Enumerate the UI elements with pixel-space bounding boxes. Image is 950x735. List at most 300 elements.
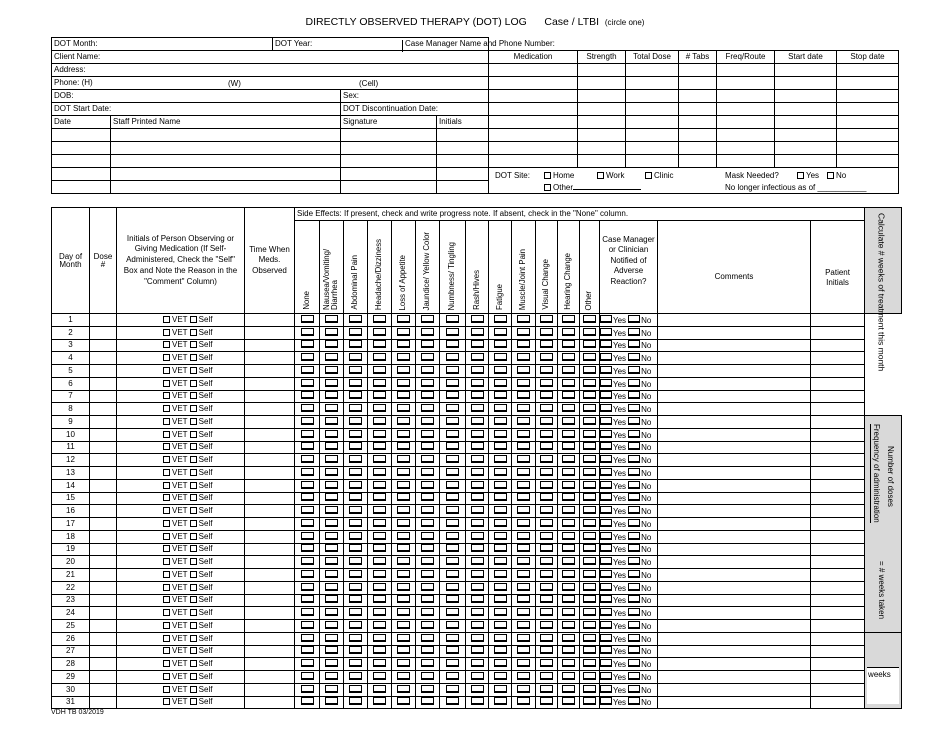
notified-no-checkbox[interactable] (628, 621, 640, 629)
self-checkbox[interactable] (190, 329, 197, 336)
effect-checkbox[interactable] (325, 557, 338, 565)
self-checkbox[interactable] (190, 622, 197, 629)
effect-checkbox[interactable] (349, 340, 362, 348)
self-checkbox[interactable] (190, 647, 197, 654)
effect-checkbox[interactable] (446, 493, 459, 501)
effect-checkbox[interactable] (540, 404, 553, 412)
effect-checkbox[interactable] (517, 481, 530, 489)
self-checkbox[interactable] (190, 520, 197, 527)
self-checkbox[interactable] (190, 660, 197, 667)
effect-checkbox[interactable] (517, 468, 530, 476)
effect-checkbox[interactable] (325, 442, 338, 450)
effect-checkbox[interactable] (494, 417, 507, 425)
vet-checkbox[interactable] (163, 380, 170, 387)
effect-checkbox[interactable] (349, 570, 362, 578)
effect-checkbox[interactable] (446, 379, 459, 387)
effect-checkbox[interactable] (517, 583, 530, 591)
effect-checkbox[interactable] (583, 417, 596, 425)
notified-yes-checkbox[interactable] (600, 379, 612, 387)
effect-checkbox[interactable] (517, 340, 530, 348)
self-checkbox[interactable] (190, 635, 197, 642)
vet-checkbox[interactable] (163, 456, 170, 463)
effect-checkbox[interactable] (583, 634, 596, 642)
comment-cell[interactable] (658, 658, 811, 671)
effect-checkbox[interactable] (494, 379, 507, 387)
dose-cell[interactable] (90, 365, 117, 378)
comment-cell[interactable] (658, 352, 811, 365)
vet-checkbox[interactable] (163, 558, 170, 565)
vet-checkbox[interactable] (163, 545, 170, 552)
effect-checkbox[interactable] (583, 570, 596, 578)
vet-checkbox[interactable] (163, 494, 170, 501)
notified-no-checkbox[interactable] (628, 532, 640, 540)
observer-cell[interactable]: VET Self (117, 530, 245, 543)
effect-checkbox[interactable] (349, 532, 362, 540)
time-cell[interactable] (245, 479, 295, 492)
effect-checkbox[interactable] (373, 391, 386, 399)
effect-checkbox[interactable] (583, 659, 596, 667)
effect-checkbox[interactable] (325, 353, 338, 361)
time-cell[interactable] (245, 492, 295, 505)
effect-checkbox[interactable] (471, 379, 484, 387)
effect-checkbox[interactable] (583, 455, 596, 463)
effect-checkbox[interactable] (421, 404, 434, 412)
notified-no-checkbox[interactable] (628, 544, 640, 552)
effect-checkbox[interactable] (325, 468, 338, 476)
self-checkbox[interactable] (190, 698, 197, 705)
effect-checkbox[interactable] (562, 417, 575, 425)
self-checkbox[interactable] (190, 673, 197, 680)
effect-checkbox[interactable] (517, 519, 530, 527)
observer-cell[interactable]: VET Self (117, 377, 245, 390)
dose-cell[interactable] (90, 390, 117, 403)
effect-checkbox[interactable] (540, 391, 553, 399)
notified-no-checkbox[interactable] (628, 481, 640, 489)
effect-checkbox[interactable] (583, 519, 596, 527)
patient-initials-cell[interactable] (811, 683, 865, 696)
effect-checkbox[interactable] (583, 430, 596, 438)
effect-checkbox[interactable] (421, 685, 434, 693)
self-checkbox[interactable] (190, 584, 197, 591)
effect-checkbox[interactable] (421, 672, 434, 680)
effect-checkbox[interactable] (397, 366, 410, 374)
effect-checkbox[interactable] (494, 672, 507, 680)
notified-no-checkbox[interactable] (628, 430, 640, 438)
effect-checkbox[interactable] (421, 442, 434, 450)
sex-field[interactable]: Sex: (341, 90, 489, 103)
effect-checkbox[interactable] (301, 506, 314, 514)
patient-initials-cell[interactable] (811, 416, 865, 429)
effect-checkbox[interactable] (301, 455, 314, 463)
patient-initials-cell[interactable] (811, 403, 865, 416)
time-cell[interactable] (245, 645, 295, 658)
effect-checkbox[interactable] (471, 481, 484, 489)
effect-checkbox[interactable] (373, 646, 386, 654)
effect-checkbox[interactable] (397, 481, 410, 489)
notified-no-checkbox[interactable] (628, 557, 640, 565)
effect-checkbox[interactable] (397, 532, 410, 540)
effect-checkbox[interactable] (373, 544, 386, 552)
notified-yes-checkbox[interactable] (600, 430, 612, 438)
effect-checkbox[interactable] (446, 697, 459, 705)
notified-no-checkbox[interactable] (628, 417, 640, 425)
effect-checkbox[interactable] (421, 379, 434, 387)
self-checkbox[interactable] (190, 545, 197, 552)
effect-checkbox[interactable] (583, 493, 596, 501)
notified-yes-checkbox[interactable] (600, 404, 612, 412)
notified-no-checkbox[interactable] (628, 391, 640, 399)
effect-checkbox[interactable] (562, 340, 575, 348)
effect-checkbox[interactable] (373, 685, 386, 693)
site-clinic-checkbox[interactable]: Clinic (645, 172, 674, 180)
effect-checkbox[interactable] (397, 697, 410, 705)
self-checkbox[interactable] (190, 571, 197, 578)
effect-checkbox[interactable] (373, 442, 386, 450)
effect-checkbox[interactable] (349, 353, 362, 361)
comment-cell[interactable] (658, 594, 811, 607)
effect-checkbox[interactable] (373, 340, 386, 348)
effect-checkbox[interactable] (325, 646, 338, 654)
effect-checkbox[interactable] (373, 379, 386, 387)
observer-cell[interactable]: VET Self (117, 683, 245, 696)
effect-checkbox[interactable] (517, 544, 530, 552)
effect-checkbox[interactable] (446, 519, 459, 527)
effect-checkbox[interactable] (373, 404, 386, 412)
effect-checkbox[interactable] (325, 595, 338, 603)
effect-checkbox[interactable] (583, 672, 596, 680)
dose-cell[interactable] (90, 441, 117, 454)
time-cell[interactable] (245, 365, 295, 378)
effect-checkbox[interactable] (583, 697, 596, 705)
effect-checkbox[interactable] (301, 340, 314, 348)
vet-checkbox[interactable] (163, 673, 170, 680)
observer-cell[interactable]: VET Self (117, 441, 245, 454)
mask-no-checkbox[interactable]: No (827, 172, 846, 180)
comment-cell[interactable] (658, 543, 811, 556)
dose-cell[interactable] (90, 454, 117, 467)
effect-checkbox[interactable] (421, 583, 434, 591)
effect-checkbox[interactable] (471, 570, 484, 578)
time-cell[interactable] (245, 683, 295, 696)
time-cell[interactable] (245, 352, 295, 365)
self-checkbox[interactable] (190, 443, 197, 450)
effect-checkbox[interactable] (583, 646, 596, 654)
effect-checkbox[interactable] (325, 697, 338, 705)
effect-checkbox[interactable] (517, 430, 530, 438)
effect-checkbox[interactable] (349, 608, 362, 616)
effect-checkbox[interactable] (583, 583, 596, 591)
effect-checkbox[interactable] (301, 442, 314, 450)
dose-cell[interactable] (90, 326, 117, 339)
effect-checkbox[interactable] (421, 621, 434, 629)
effect-checkbox[interactable] (540, 634, 553, 642)
self-checkbox[interactable] (190, 494, 197, 501)
effect-checkbox[interactable] (325, 455, 338, 463)
dose-cell[interactable] (90, 658, 117, 671)
effect-checkbox[interactable] (301, 544, 314, 552)
comment-cell[interactable] (658, 620, 811, 633)
time-cell[interactable] (245, 441, 295, 454)
self-checkbox[interactable] (190, 418, 197, 425)
effect-checkbox[interactable] (373, 697, 386, 705)
effect-checkbox[interactable] (540, 532, 553, 540)
dose-cell[interactable] (90, 569, 117, 582)
effect-checkbox[interactable] (540, 481, 553, 489)
effect-checkbox[interactable] (540, 608, 553, 616)
effect-checkbox[interactable] (583, 506, 596, 514)
dose-cell[interactable] (90, 416, 117, 429)
notified-yes-checkbox[interactable] (600, 455, 612, 463)
effect-checkbox[interactable] (471, 506, 484, 514)
effect-checkbox[interactable] (562, 328, 575, 336)
time-cell[interactable] (245, 377, 295, 390)
comment-cell[interactable] (658, 645, 811, 658)
effect-checkbox[interactable] (562, 646, 575, 654)
effect-checkbox[interactable] (471, 493, 484, 501)
effect-checkbox[interactable] (325, 340, 338, 348)
effect-checkbox[interactable] (349, 544, 362, 552)
notified-no-checkbox[interactable] (628, 442, 640, 450)
vet-checkbox[interactable] (163, 698, 170, 705)
observer-cell[interactable]: VET Self (117, 352, 245, 365)
observer-cell[interactable]: VET Self (117, 607, 245, 620)
effect-checkbox[interactable] (349, 391, 362, 399)
effect-checkbox[interactable] (446, 634, 459, 642)
effect-checkbox[interactable] (583, 404, 596, 412)
effect-checkbox[interactable] (325, 417, 338, 425)
dose-cell[interactable] (90, 518, 117, 531)
time-cell[interactable] (245, 518, 295, 531)
effect-checkbox[interactable] (471, 685, 484, 693)
effect-checkbox[interactable] (562, 659, 575, 667)
effect-checkbox[interactable] (540, 583, 553, 591)
effect-checkbox[interactable] (349, 697, 362, 705)
effect-checkbox[interactable] (562, 685, 575, 693)
observer-cell[interactable]: VET Self (117, 569, 245, 582)
effect-checkbox[interactable] (446, 570, 459, 578)
observer-cell[interactable]: VET Self (117, 390, 245, 403)
time-cell[interactable] (245, 403, 295, 416)
effect-checkbox[interactable] (373, 595, 386, 603)
notified-yes-checkbox[interactable] (600, 340, 612, 348)
patient-initials-cell[interactable] (811, 556, 865, 569)
effect-checkbox[interactable] (421, 481, 434, 489)
effect-checkbox[interactable] (494, 481, 507, 489)
effect-checkbox[interactable] (446, 315, 459, 323)
dose-cell[interactable] (90, 543, 117, 556)
effect-checkbox[interactable] (471, 608, 484, 616)
observer-cell[interactable]: VET Self (117, 632, 245, 645)
notified-yes-checkbox[interactable] (600, 646, 612, 654)
effect-checkbox[interactable] (301, 646, 314, 654)
effect-checkbox[interactable] (301, 468, 314, 476)
effect-checkbox[interactable] (446, 468, 459, 476)
effect-checkbox[interactable] (325, 493, 338, 501)
effect-checkbox[interactable] (421, 506, 434, 514)
site-other-checkbox[interactable]: Other (544, 184, 641, 192)
observer-cell[interactable]: VET Self (117, 454, 245, 467)
comment-cell[interactable] (658, 428, 811, 441)
effect-checkbox[interactable] (583, 544, 596, 552)
comment-cell[interactable] (658, 683, 811, 696)
comment-cell[interactable] (658, 467, 811, 480)
time-cell[interactable] (245, 326, 295, 339)
notified-yes-checkbox[interactable] (600, 608, 612, 616)
effect-checkbox[interactable] (494, 557, 507, 565)
effect-checkbox[interactable] (397, 353, 410, 361)
effect-checkbox[interactable] (373, 455, 386, 463)
effect-checkbox[interactable] (325, 391, 338, 399)
effect-checkbox[interactable] (583, 608, 596, 616)
comment-cell[interactable] (658, 556, 811, 569)
effect-checkbox[interactable] (540, 430, 553, 438)
vet-checkbox[interactable] (163, 341, 170, 348)
effect-checkbox[interactable] (517, 315, 530, 323)
patient-initials-cell[interactable] (811, 479, 865, 492)
observer-cell[interactable]: VET Self (117, 339, 245, 352)
notified-yes-checkbox[interactable] (600, 570, 612, 578)
effect-checkbox[interactable] (540, 468, 553, 476)
patient-initials-cell[interactable] (811, 326, 865, 339)
effect-checkbox[interactable] (583, 621, 596, 629)
effect-checkbox[interactable] (325, 608, 338, 616)
effect-checkbox[interactable] (583, 442, 596, 450)
observer-cell[interactable]: VET Self (117, 696, 245, 709)
effect-checkbox[interactable] (517, 646, 530, 654)
comment-cell[interactable] (658, 518, 811, 531)
effect-checkbox[interactable] (301, 659, 314, 667)
notified-yes-checkbox[interactable] (600, 328, 612, 336)
effect-checkbox[interactable] (494, 697, 507, 705)
effect-checkbox[interactable] (494, 493, 507, 501)
self-checkbox[interactable] (190, 367, 197, 374)
effect-checkbox[interactable] (325, 481, 338, 489)
self-checkbox[interactable] (190, 482, 197, 489)
time-cell[interactable] (245, 696, 295, 709)
effect-checkbox[interactable] (421, 493, 434, 501)
effect-checkbox[interactable] (301, 685, 314, 693)
observer-cell[interactable]: VET Self (117, 518, 245, 531)
effect-checkbox[interactable] (562, 353, 575, 361)
effect-checkbox[interactable] (373, 532, 386, 540)
effect-checkbox[interactable] (494, 532, 507, 540)
effect-checkbox[interactable] (540, 621, 553, 629)
effect-checkbox[interactable] (583, 595, 596, 603)
vet-checkbox[interactable] (163, 622, 170, 629)
effect-checkbox[interactable] (471, 430, 484, 438)
effect-checkbox[interactable] (373, 506, 386, 514)
patient-initials-cell[interactable] (811, 377, 865, 390)
effect-checkbox[interactable] (301, 417, 314, 425)
vet-checkbox[interactable] (163, 418, 170, 425)
effect-checkbox[interactable] (471, 417, 484, 425)
comment-cell[interactable] (658, 416, 811, 429)
effect-checkbox[interactable] (471, 328, 484, 336)
comment-cell[interactable] (658, 569, 811, 582)
effect-checkbox[interactable] (562, 404, 575, 412)
effect-checkbox[interactable] (517, 379, 530, 387)
effect-checkbox[interactable] (540, 544, 553, 552)
comment-cell[interactable] (658, 326, 811, 339)
effect-checkbox[interactable] (373, 430, 386, 438)
dot-start-field[interactable]: DOT Start Date: (52, 103, 341, 116)
notified-no-checkbox[interactable] (628, 595, 640, 603)
patient-initials-cell[interactable] (811, 314, 865, 327)
effect-checkbox[interactable] (494, 404, 507, 412)
comment-cell[interactable] (658, 696, 811, 709)
effect-checkbox[interactable] (562, 544, 575, 552)
observer-cell[interactable]: VET Self (117, 403, 245, 416)
effect-checkbox[interactable] (471, 583, 484, 591)
effect-checkbox[interactable] (349, 442, 362, 450)
time-cell[interactable] (245, 314, 295, 327)
vet-checkbox[interactable] (163, 354, 170, 361)
patient-initials-cell[interactable] (811, 454, 865, 467)
vet-checkbox[interactable] (163, 316, 170, 323)
effect-checkbox[interactable] (325, 672, 338, 680)
effect-checkbox[interactable] (517, 595, 530, 603)
dot-year-field[interactable]: DOT Year: Case Manager Name and Phone Number: (273, 38, 489, 51)
notified-yes-checkbox[interactable] (600, 544, 612, 552)
effect-checkbox[interactable] (562, 379, 575, 387)
effect-checkbox[interactable] (349, 455, 362, 463)
phone-field[interactable]: Phone: (H) (W) (Cell) (52, 77, 489, 90)
effect-checkbox[interactable] (583, 379, 596, 387)
effect-checkbox[interactable] (301, 379, 314, 387)
patient-initials-cell[interactable] (811, 581, 865, 594)
effect-checkbox[interactable] (562, 595, 575, 603)
effect-checkbox[interactable] (540, 353, 553, 361)
effect-checkbox[interactable] (325, 583, 338, 591)
patient-initials-cell[interactable] (811, 645, 865, 658)
effect-checkbox[interactable] (471, 595, 484, 603)
notified-no-checkbox[interactable] (628, 366, 640, 374)
site-work-checkbox[interactable]: Work (597, 172, 625, 180)
effect-checkbox[interactable] (349, 417, 362, 425)
effect-checkbox[interactable] (301, 353, 314, 361)
dose-cell[interactable] (90, 530, 117, 543)
effect-checkbox[interactable] (325, 659, 338, 667)
comment-cell[interactable] (658, 671, 811, 684)
comment-cell[interactable] (658, 492, 811, 505)
notified-yes-checkbox[interactable] (600, 697, 612, 705)
effect-checkbox[interactable] (517, 608, 530, 616)
effect-checkbox[interactable] (301, 634, 314, 642)
effect-checkbox[interactable] (397, 328, 410, 336)
effect-checkbox[interactable] (517, 557, 530, 565)
vet-checkbox[interactable] (163, 609, 170, 616)
notified-no-checkbox[interactable] (628, 672, 640, 680)
effect-checkbox[interactable] (301, 595, 314, 603)
effect-checkbox[interactable] (397, 468, 410, 476)
effect-checkbox[interactable] (349, 659, 362, 667)
effect-checkbox[interactable] (397, 417, 410, 425)
patient-initials-cell[interactable] (811, 632, 865, 645)
effect-checkbox[interactable] (301, 493, 314, 501)
comment-cell[interactable] (658, 377, 811, 390)
effect-checkbox[interactable] (349, 506, 362, 514)
patient-initials-cell[interactable] (811, 441, 865, 454)
vet-checkbox[interactable] (163, 686, 170, 693)
effect-checkbox[interactable] (517, 672, 530, 680)
effect-checkbox[interactable] (349, 315, 362, 323)
effect-checkbox[interactable] (446, 672, 459, 680)
effect-checkbox[interactable] (397, 506, 410, 514)
notified-yes-checkbox[interactable] (600, 417, 612, 425)
patient-initials-cell[interactable] (811, 594, 865, 607)
notified-no-checkbox[interactable] (628, 570, 640, 578)
effect-checkbox[interactable] (421, 608, 434, 616)
